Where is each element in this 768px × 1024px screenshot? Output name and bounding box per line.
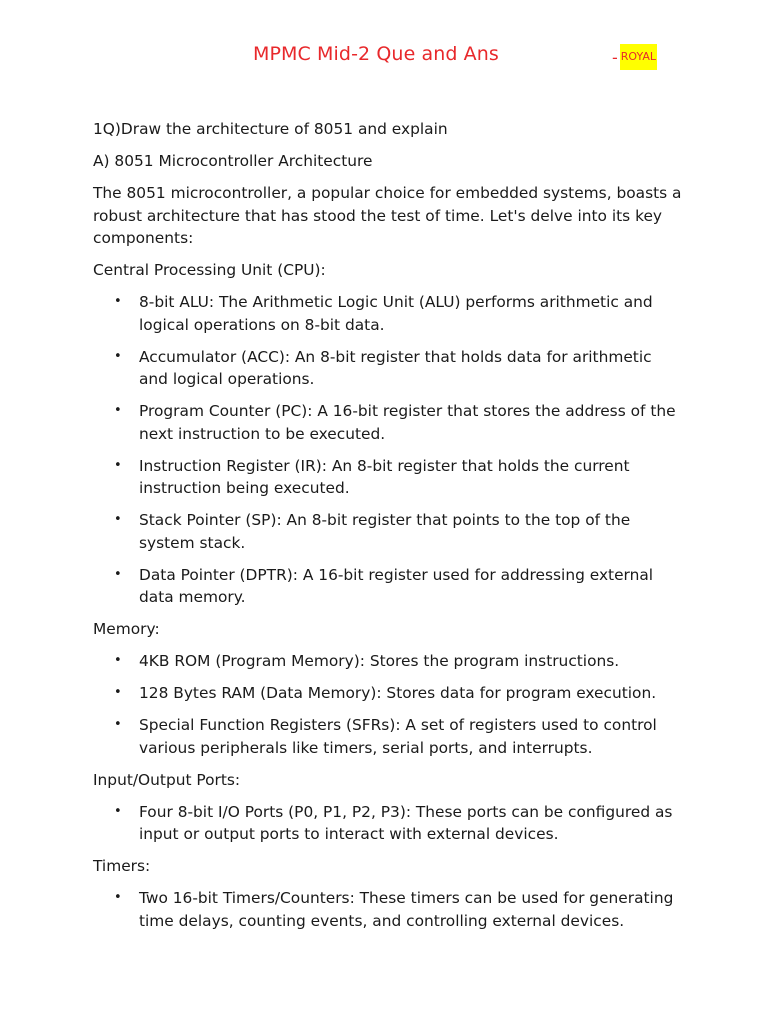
list-item: • 4KB ROM (Program Memory): Stores the program instructions. [93,650,683,673]
timers-list [93,887,683,932]
section-heading-memory: Memory: [93,620,160,638]
list-item: • Four 8-bit I/O Ports (P0, P1, P2, P3): These ports can be configured as input or output ports to interact with external devices. [93,801,683,846]
section-heading-io-ports: Input/Output Ports: [93,770,241,789]
list-item: • Stack Pointer (SP): An 8-bit register that points to the top of the system stack. [93,509,683,554]
list-item: • 8-bit ALU: The Arithmetic Logic Unit (ALU) performs arithmetic and logical operations on 8-bit data. [93,291,683,336]
list-item: • Program Counter (PC): A 16-bit register that stores the address of the next instruction to be executed. [93,400,683,445]
list-item: • 128 Bytes RAM (Data Memory): Stores data for program execution. [93,682,683,705]
author-name-highlight: ROYAL [620,44,657,70]
author-tag [612,44,657,70]
intro-paragraph: The 8051 microcontroller, a popular choice for embedded systems, boasts a robust architecture that has stood the test of time. Let's delve into its key components: [93,184,682,247]
list-item: • Accumulator (ACC): An 8-bit register that holds data for arithmetic and logical operations. [93,346,683,391]
list-item: • Special Function Registers (SFRs): A set of registers used to control various peripherals like timers, serial ports, and interrupts. [93,714,683,759]
document-title: MPMC Mid-2 Que and Ans [253,43,499,65]
list-item: • Two 16-bit Timers/Counters: These timers can be used for generating time delays, counting events, and controlling external devices. [93,887,683,932]
answer-heading: A) 8051 Microcontroller Architecture [93,152,373,170]
io-ports-list [93,801,683,846]
question-text: 1Q)Draw the architecture of 8051 and explain [93,120,448,138]
section-heading-timers: Timers: [93,857,151,875]
memory-list [93,650,683,759]
author-dash: - [612,47,618,67]
section-heading-cpu: Central Processing Unit (CPU): [93,261,326,279]
cpu-list [93,291,683,609]
list-item: • Data Pointer (DPTR): A 16-bit register used for addressing external data memory. [93,564,683,609]
document-body [93,118,683,942]
list-item: • Instruction Register (IR): An 8-bit register that holds the current instruction being executed. [93,455,683,500]
